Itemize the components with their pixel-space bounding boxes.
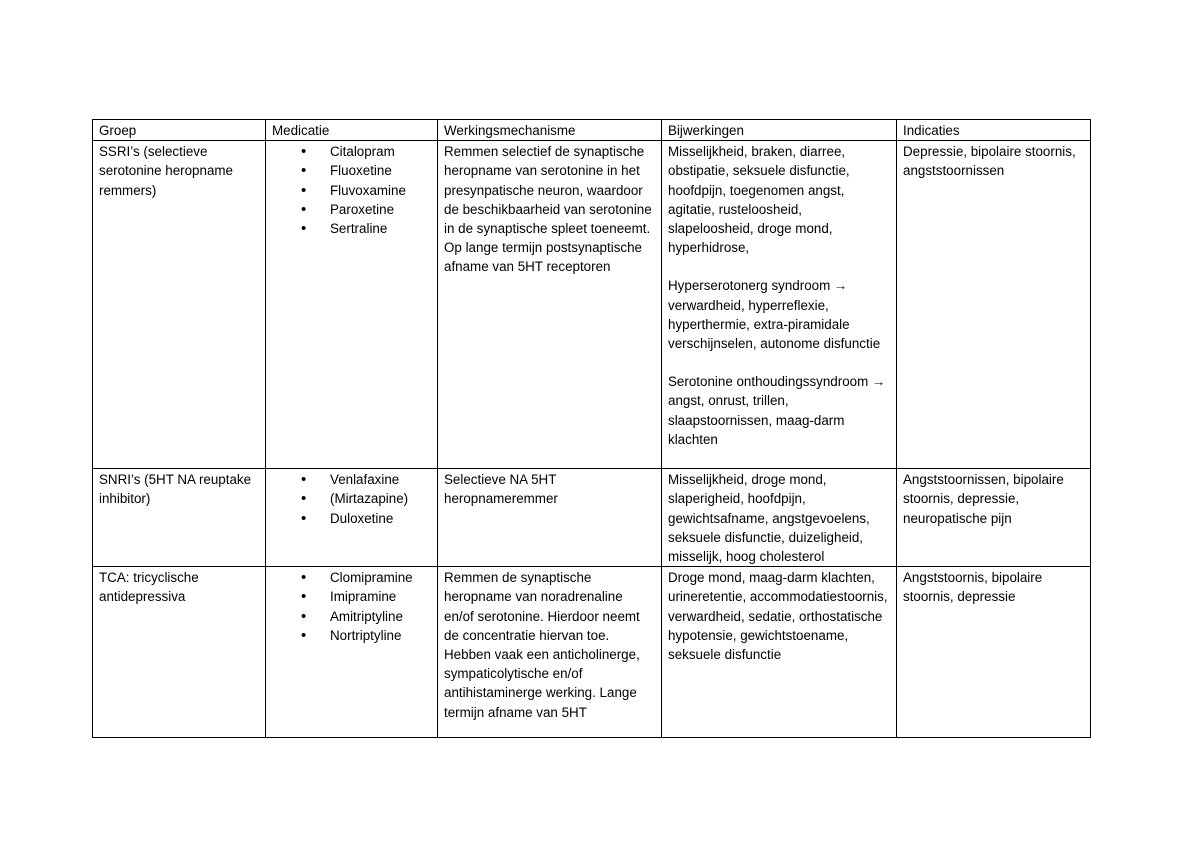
header-bijwerkingen: Bijwerkingen	[662, 120, 897, 141]
medication-item: • Duloxetine	[301, 509, 431, 528]
medication-item: • Amitriptyline	[301, 607, 431, 626]
header-groep: Groep	[93, 120, 266, 141]
side-effects-paragraph: Droge mond, maag-darm klachten, urineretentie, accommodatiestoornis, verwardheid, sedatie, orthostatische hypotensie, gewichtstoename, seksuele disfunctie	[668, 570, 888, 663]
cell-bijwerkingen	[662, 141, 897, 469]
medication-item: • Fluvoxamine	[301, 181, 431, 200]
cell-medicatie	[266, 567, 438, 738]
side-effects-paragraph: Hyperserotonerg syndroom → verwardheid, hyperreflexie, hyperthermie, extra-piramidale verschijnselen, autonome disfunctie	[668, 278, 881, 352]
medication-list	[272, 470, 431, 528]
cell-bijwerkingen	[662, 567, 897, 738]
cell-medicatie	[266, 469, 438, 567]
header-indicaties: Indicaties	[897, 120, 1091, 141]
medication-item: • Nortriptyline	[301, 626, 431, 645]
medication-item: • Venlafaxine	[301, 470, 431, 489]
medication-item: • Fluoxetine	[301, 161, 431, 180]
header-medicatie: Medicatie	[266, 120, 438, 141]
header-werkingsmechanisme: Werkingsmechanisme	[438, 120, 662, 141]
side-effects-paragraph: Misselijkheid, braken, diarree, obstipatie, seksuele disfunctie, hoofdpijn, toegenomen angst, agitatie, rusteloosheid, slapeloosheid, droge mond, hyperhidrose,	[668, 144, 850, 256]
table-row-tca	[93, 567, 1091, 738]
cell-groep: TCA: tricyclische antidepressiva	[93, 567, 266, 738]
side-effects-paragraph: Misselijkheid, droge mond, slaperigheid, hoofdpijn, gewichtsafname, angstgevoelens, seksuele disfunctie, duizeligheid, misselijk, hoog cholesterol	[668, 472, 870, 565]
cell-werkingsmechanisme: Remmen de synaptische heropname van noradrenaline en/of serotonine. Hierdoor neemt de concentratie hiervan toe. Hebben vaak een anticholinerge, sympaticolytische en/of antihistaminerge werking. Lange termijn afname van 5HT	[438, 567, 662, 738]
cell-medicatie	[266, 141, 438, 469]
medication-item: • Paroxetine	[301, 200, 431, 219]
medication-item: • (Mirtazapine)	[301, 489, 431, 508]
medication-item: • Clomipramine	[301, 568, 431, 587]
side-effects-paragraph: Serotonine onthoudingssyndroom → angst, onrust, trillen, slaapstoornissen, maag-darm klachten	[668, 374, 886, 447]
medication-list	[272, 142, 431, 238]
table-row-ssri	[93, 141, 1091, 469]
table-row-snri	[93, 469, 1091, 567]
medication-table	[92, 119, 1091, 738]
table-header-row	[93, 120, 1091, 141]
medication-list	[272, 568, 431, 645]
cell-indicaties: Angststoornissen, bipolaire stoornis, depressie, neuropatische pijn	[897, 469, 1091, 567]
cell-werkingsmechanisme: Remmen selectief de synaptische heropname van serotonine in het presynpatische neuron, waardoor de beschikbaarheid van serotonine in de synaptische spleet toeneemt. Op lange termijn postsynaptische afname van 5HT receptoren	[438, 141, 662, 469]
cell-bijwerkingen	[662, 469, 897, 567]
medication-item: • Imipramine	[301, 587, 431, 606]
cell-indicaties: Depressie, bipolaire stoornis, angststoornissen	[897, 141, 1091, 469]
cell-groep: SNRI’s (5HT NA reuptake inhibitor)	[93, 469, 266, 567]
cell-indicaties: Angststoornis, bipolaire stoornis, depressie	[897, 567, 1091, 738]
cell-werkingsmechanisme: Selectieve NA 5HT heropnameremmer	[438, 469, 662, 567]
medication-item: • Sertraline	[301, 219, 431, 238]
medication-item: • Citalopram	[301, 142, 431, 161]
cell-groep: SSRI’s (selectieve serotonine heropname remmers)	[93, 141, 266, 469]
